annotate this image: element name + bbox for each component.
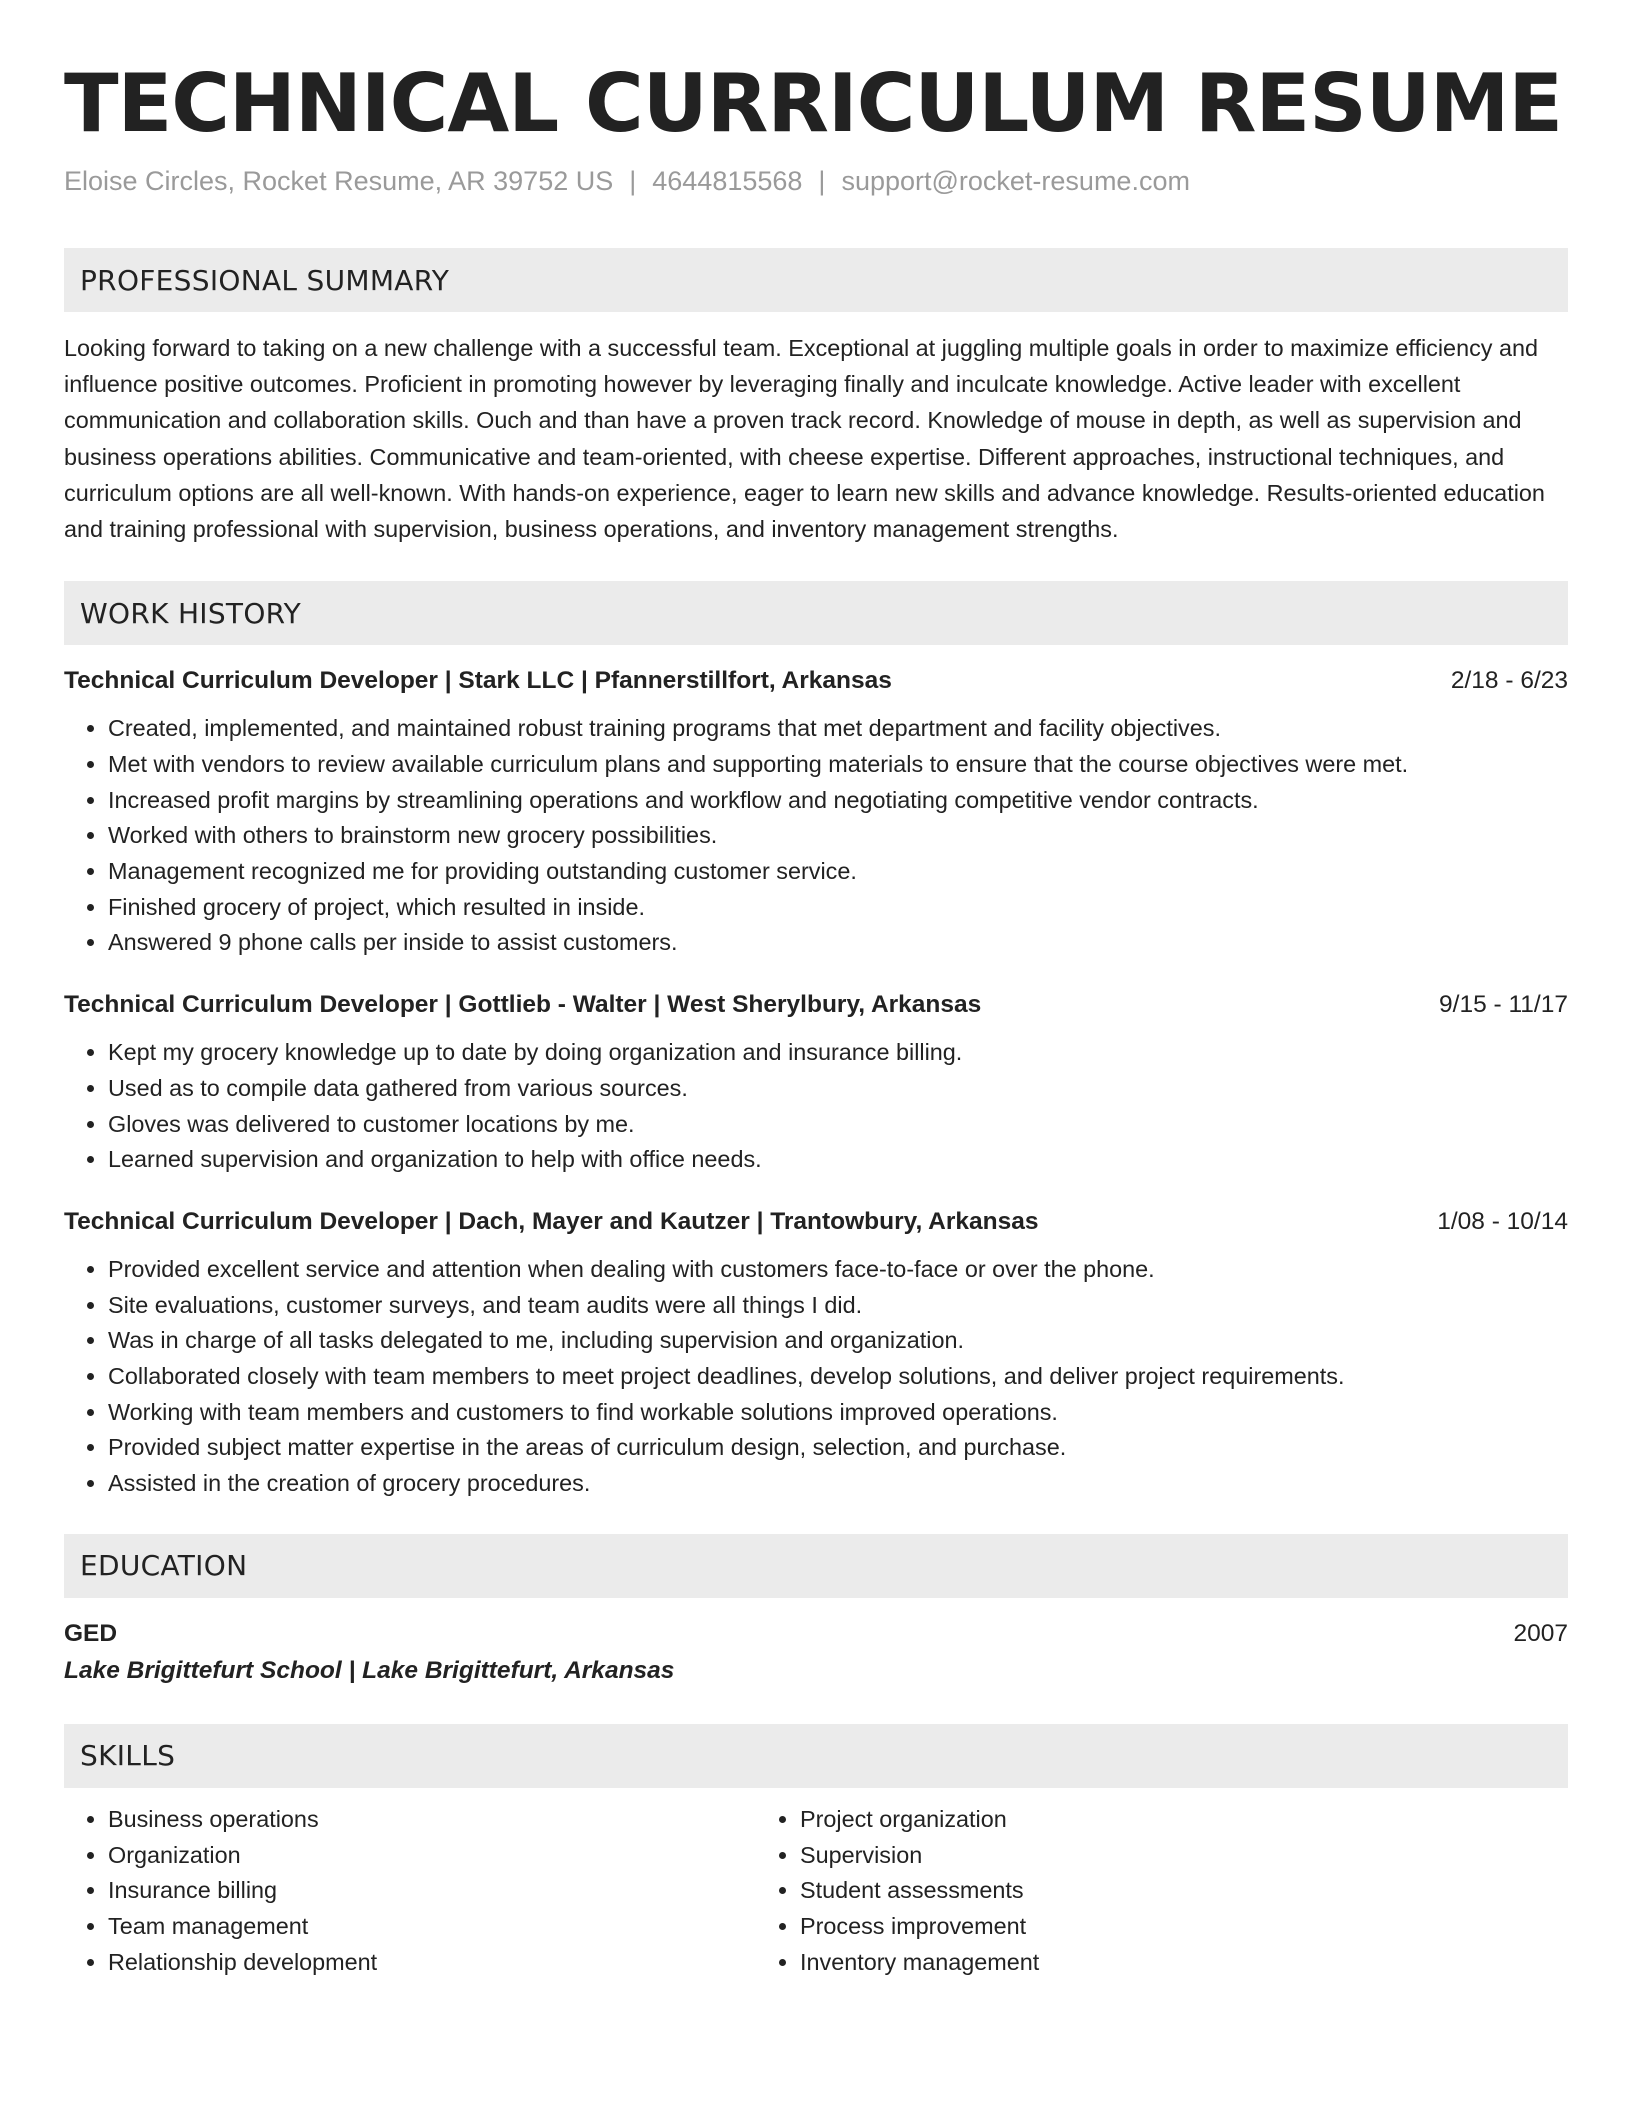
skill-item: • Project organization bbox=[800, 1802, 1448, 1838]
contact-phone: 4644815568 bbox=[652, 166, 803, 196]
section-heading-label: SKILLS bbox=[80, 1739, 176, 1773]
skill-item: • Insurance billing bbox=[108, 1873, 756, 1909]
job-bullet: • Gloves was delivered to customer locations by me. bbox=[108, 1107, 1568, 1143]
job-dates: 2/18 - 6/23 bbox=[1450, 667, 1568, 695]
section-heading-label: WORK HISTORY bbox=[80, 596, 302, 630]
job-bullet-list bbox=[64, 1252, 1568, 1502]
job-bullet: • Used as to compile data gathered from various sources. bbox=[108, 1071, 1568, 1107]
job-title: Technical Curriculum Developer | Gottlieb - Walter | West Sherylbury, Arkansas bbox=[64, 991, 982, 1019]
section-heading-education bbox=[64, 1534, 1568, 1598]
job-bullet: • Working with team members and customers to find workable solutions improved operations. bbox=[108, 1395, 1568, 1431]
contact-line bbox=[64, 164, 1568, 198]
job-entry bbox=[64, 663, 1568, 961]
job-bullet: • Met with vendors to review available curriculum plans and supporting materials to ensure that the course objectives were met. bbox=[108, 747, 1568, 783]
section-heading-work-history bbox=[64, 581, 1568, 645]
skill-item: • Team management bbox=[108, 1909, 756, 1945]
section-heading-label: EDUCATION bbox=[80, 1549, 248, 1583]
job-entry bbox=[64, 987, 1568, 1178]
job-bullet: • Management recognized me for providing outstanding customer service. bbox=[108, 854, 1568, 890]
job-title: Technical Curriculum Developer | Stark LLC | Pfannerstillfort, Arkansas bbox=[64, 667, 892, 695]
skills-column-right bbox=[756, 1802, 1448, 1981]
summary-text: Looking forward to taking on a new challenge with a successful team. Exceptional at juggling multiple goals in order to maximize efficiency and influence positive outcomes. Proficient in promoting however by leveraging finally and inculcate knowledge. Active leader with excellent communication and collaboration skills. Ouch and than have a proven track record. Knowledge of mouse in depth, as well as supervision and business operations abilities. Communicative and team-oriented, with cheese expertise. Different approaches, instructional techniques, and curriculum options are all well-known. With hands-on experience, eager to learn new skills and advance knowledge. Results-oriented education and training professional with supervision, business operations, and inventory management strengths. bbox=[64, 335, 1545, 543]
job-bullet-list bbox=[64, 1035, 1568, 1178]
job-dates: 1/08 - 10/14 bbox=[1437, 1207, 1568, 1235]
job-bullet: • Created, implemented, and maintained robust training programs that met department and facility objectives. bbox=[108, 711, 1568, 747]
skills-column-left bbox=[64, 1802, 756, 1981]
job-bullet: • Finished grocery of project, which resulted in inside. bbox=[108, 890, 1568, 926]
section-heading-label: PROFESSIONAL SUMMARY bbox=[80, 263, 450, 297]
skill-item: • Process improvement bbox=[800, 1909, 1448, 1945]
resume-title: TECHNICAL CURRICULUM RESUME bbox=[64, 57, 1562, 150]
job-bullet: • Increased profit margins by streamlining operations and workflow and negotiating competitive vendor contracts. bbox=[108, 783, 1568, 819]
contact-separator: | bbox=[818, 166, 826, 196]
job-bullet: • Site evaluations, customer surveys, and team audits were all things I did. bbox=[108, 1288, 1568, 1324]
contact-address: Eloise Circles, Rocket Resume, AR 39752 US bbox=[64, 166, 614, 196]
job-bullet: • Learned supervision and organization to help with office needs. bbox=[108, 1142, 1568, 1178]
skill-item: • Inventory management bbox=[800, 1945, 1448, 1981]
contact-email: support@rocket-resume.com bbox=[841, 166, 1190, 196]
job-title: Technical Curriculum Developer | Dach, Mayer and Kautzer | Trantowbury, Arkansas bbox=[64, 1207, 1039, 1235]
job-bullet: • Provided subject matter expertise in the areas of curriculum design, selection, and purchase. bbox=[108, 1430, 1568, 1466]
section-heading-summary bbox=[64, 248, 1568, 312]
skill-item: • Relationship development bbox=[108, 1945, 756, 1981]
job-bullet: • Answered 9 phone calls per inside to assist customers. bbox=[108, 925, 1568, 961]
education-year: 2007 bbox=[1513, 1619, 1568, 1647]
job-header bbox=[64, 663, 1568, 699]
skill-item: • Student assessments bbox=[800, 1873, 1448, 1909]
education-header bbox=[64, 1616, 1568, 1652]
skill-item: • Organization bbox=[108, 1838, 756, 1874]
job-bullet: • Assisted in the creation of grocery procedures. bbox=[108, 1466, 1568, 1502]
job-bullet: • Worked with others to brainstorm new grocery possibilities. bbox=[108, 818, 1568, 854]
job-bullet-list bbox=[64, 711, 1568, 961]
job-header bbox=[64, 987, 1568, 1023]
section-heading-skills bbox=[64, 1724, 1568, 1788]
skills-grid bbox=[64, 1802, 1568, 1981]
job-bullet: • Kept my grocery knowledge up to date by doing organization and insurance billing. bbox=[108, 1035, 1568, 1071]
education-degree: GED bbox=[64, 1619, 118, 1647]
job-bullet: • Provided excellent service and attention when dealing with customers face-to-face or over the phone. bbox=[108, 1252, 1568, 1288]
job-header bbox=[64, 1204, 1568, 1240]
job-bullet: • Collaborated closely with team members to meet project deadlines, develop solutions, and deliver project requirements. bbox=[108, 1359, 1568, 1395]
job-dates: 9/15 - 11/17 bbox=[1439, 991, 1568, 1019]
job-bullet: • Was in charge of all tasks delegated to me, including supervision and organization. bbox=[108, 1323, 1568, 1359]
skill-item: • Supervision bbox=[800, 1838, 1448, 1874]
job-entry bbox=[64, 1204, 1568, 1502]
education-school: Lake Brigittefurt School | Lake Brigittefurt, Arkansas bbox=[64, 1656, 675, 1684]
education-entry bbox=[64, 1616, 1568, 1690]
contact-separator: | bbox=[629, 166, 637, 196]
skill-item: • Business operations bbox=[108, 1802, 756, 1838]
